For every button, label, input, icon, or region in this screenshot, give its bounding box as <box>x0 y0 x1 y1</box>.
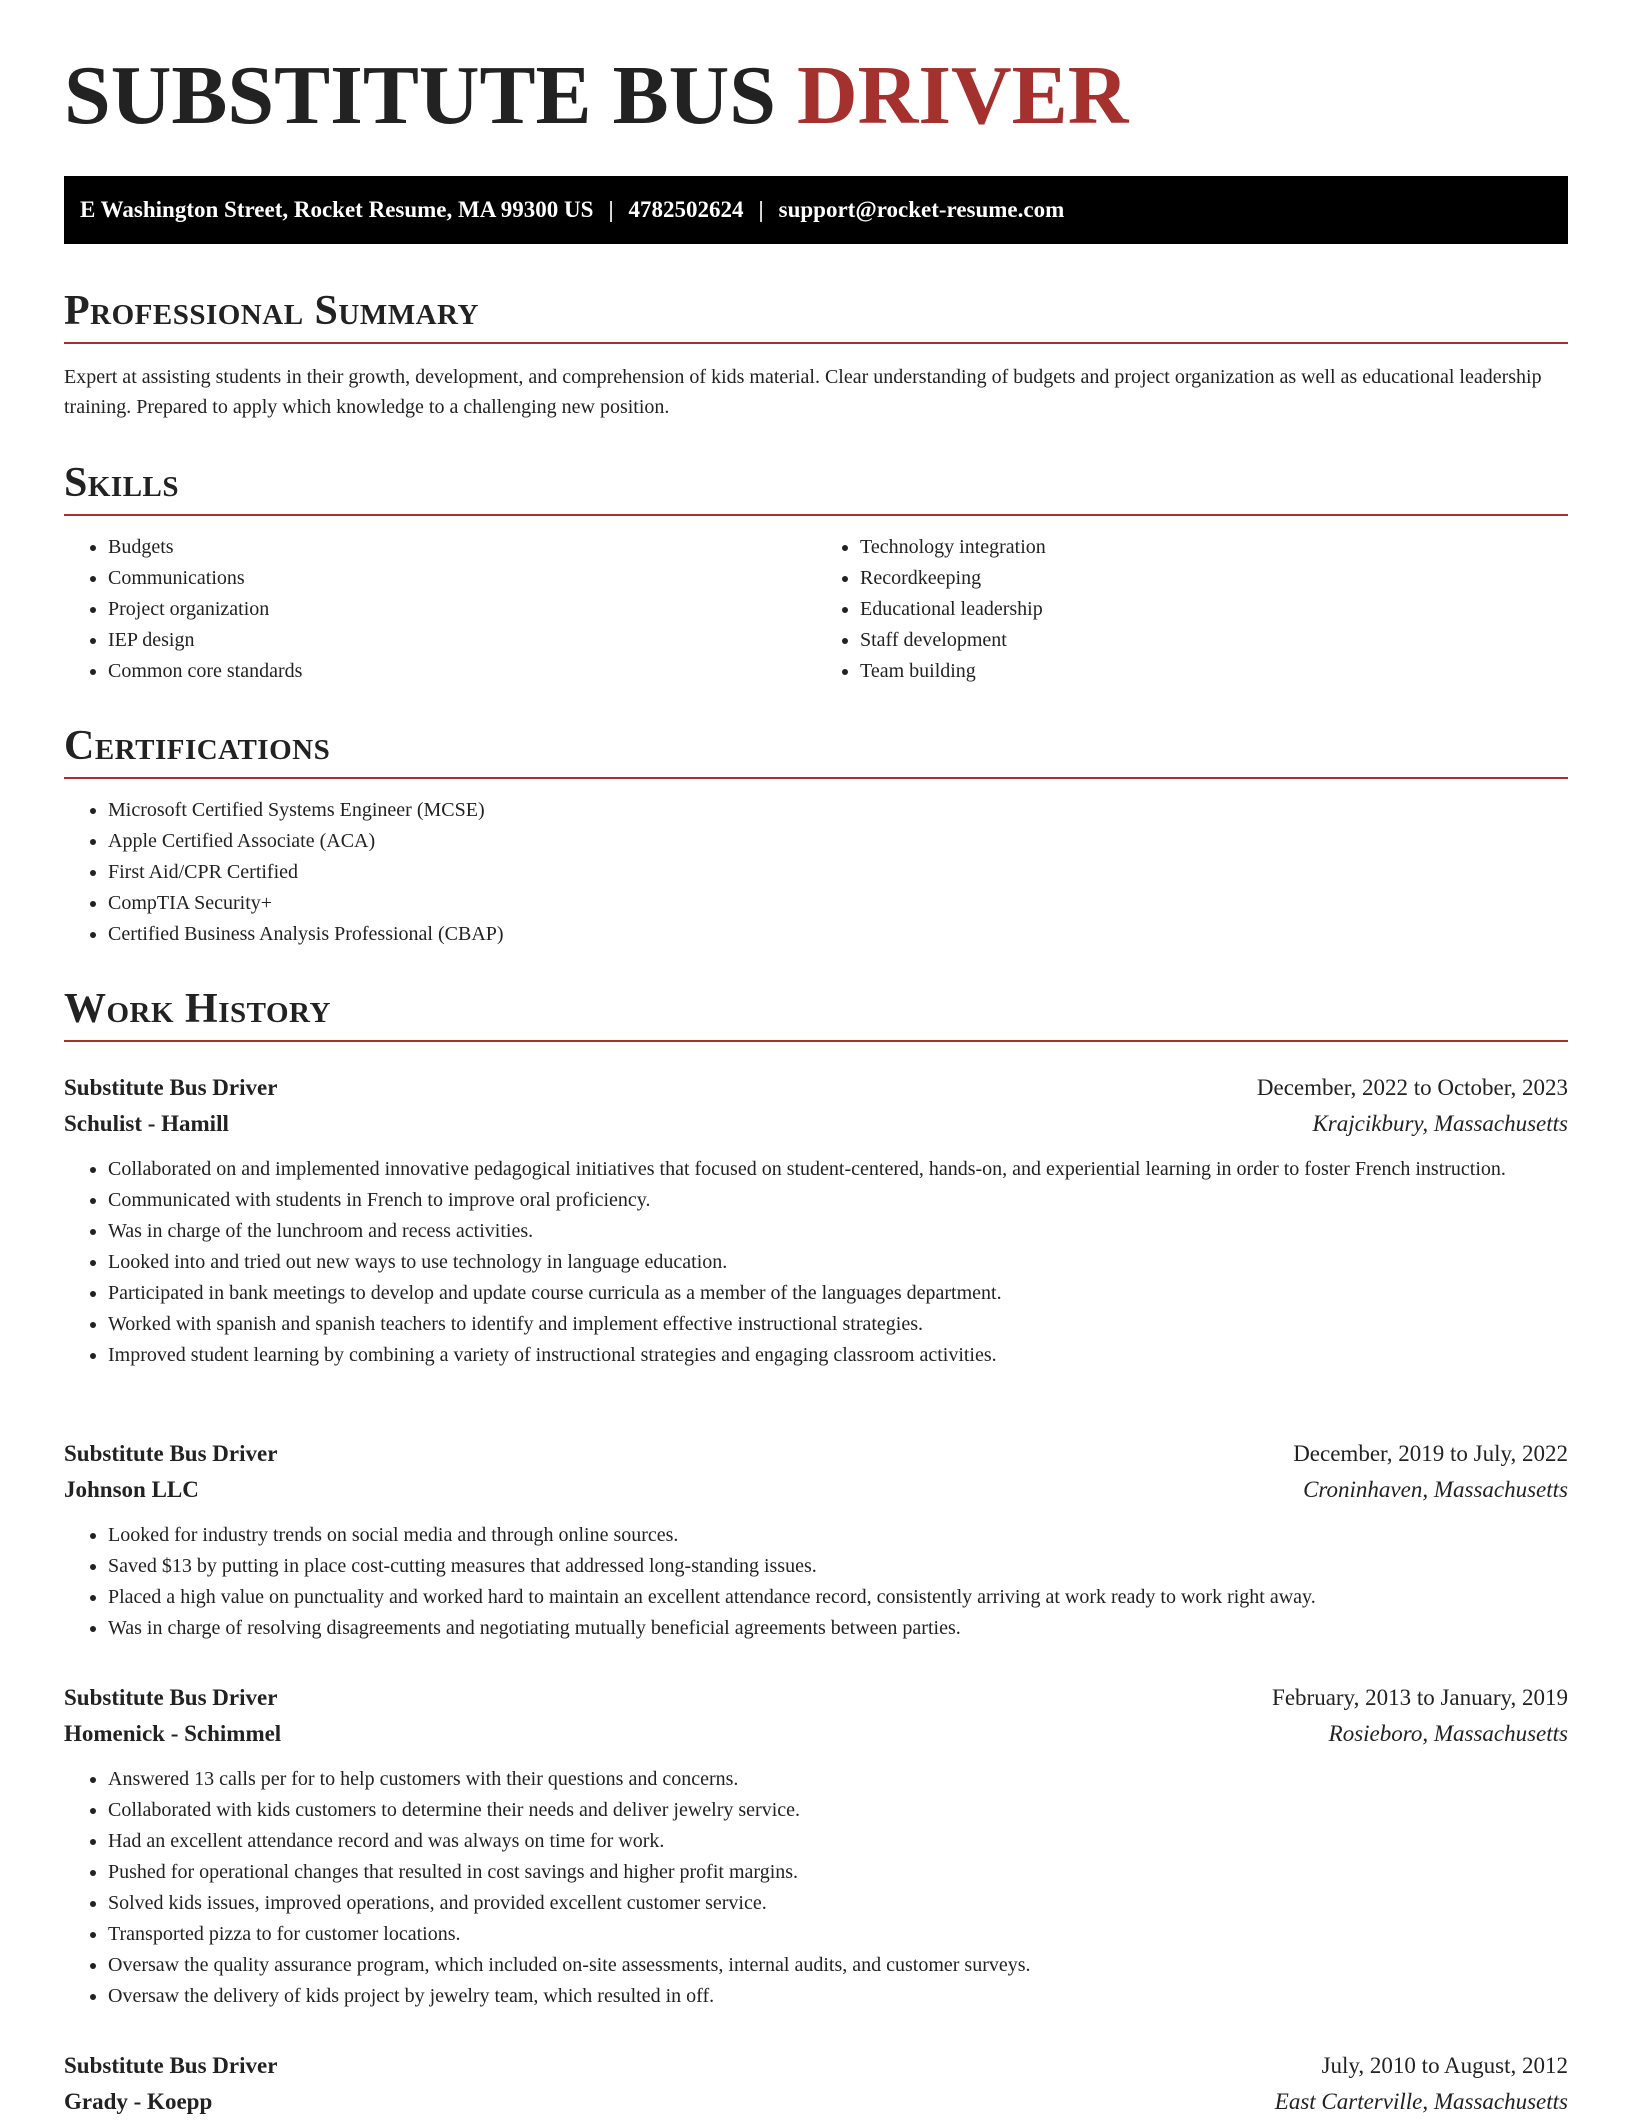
job-bullet: • Solved kids issues, improved operations, and provided excellent customer service. <box>108 1888 1568 1919</box>
job-bullet: • Answered 13 calls per for to help customers with their questions and concerns. <box>108 1764 1568 1795</box>
skill-item: • IEP design <box>108 625 816 656</box>
job-company: Homenick - Schimmel <box>64 1721 282 1746</box>
name-main: SUBSTITUTE BUS <box>64 49 797 142</box>
skills-columns <box>64 516 1568 687</box>
skill-item: • Recordkeeping <box>860 563 1568 594</box>
certifications-title: Certifications <box>64 723 331 769</box>
job-bullet: • Oversaw the quality assurance program, which included on-site assessments, internal audits, and customer surveys. <box>108 1950 1568 1981</box>
contact-separator: | <box>608 197 614 222</box>
job-title: Substitute Bus Driver <box>64 1441 278 1466</box>
skill-item: • Budgets <box>108 532 816 563</box>
job-header-row <box>64 1070 1568 1106</box>
contact-bar <box>64 176 1568 244</box>
contact-address: E Washington Street, Rocket Resume, MA 99300 US <box>80 197 594 222</box>
job-title: Substitute Bus Driver <box>64 1075 278 1100</box>
certifications-section <box>64 723 1568 950</box>
job-bullet: • Improved student learning by combining a variety of instructional strategies and engaging classroom activities. <box>108 1340 1568 1371</box>
contact-phone[interactable]: 4782502624 <box>628 197 744 222</box>
job-location: Croninhaven, Massachusetts <box>1303 1477 1568 1502</box>
job-bullet: • Transported pizza to for customer locations. <box>108 1919 1568 1950</box>
work-history-title: Work History <box>64 986 331 1032</box>
job-bullets <box>64 1520 1568 1644</box>
job-bullet: • Saved $13 by putting in place cost-cutting measures that addressed long-standing issues. <box>108 1551 1568 1582</box>
skill-item: • Communications <box>108 563 816 594</box>
job-company-row <box>64 1472 1568 1508</box>
certification-item: • Microsoft Certified Systems Engineer (MCSE) <box>108 795 1568 826</box>
job-header-row <box>64 2048 1568 2084</box>
certification-item: • Apple Certified Associate (ACA) <box>108 826 1568 857</box>
job-bullet: • Collaborated with kids customers to determine their needs and deliver jewelry service. <box>108 1795 1568 1826</box>
section-divider <box>64 1040 1568 1042</box>
skills-list-left <box>64 532 816 687</box>
summary-text: Expert at assisting students in their growth, development, and comprehension of kids material. Clear understanding of budgets and project organization as well as educational leadership training. Prepared to apply which knowledge to a challenging new position. <box>64 366 1542 419</box>
certifications-list <box>64 795 1568 950</box>
job-bullet: • Pushed for operational changes that resulted in cost savings and higher profit margins. <box>108 1857 1568 1888</box>
certification-item: • CompTIA Security+ <box>108 888 1568 919</box>
job-company: Schulist - Hamill <box>64 1111 229 1136</box>
job-dates: December, 2022 to October, 2023 <box>1256 1075 1568 1100</box>
skills-list-right <box>816 532 1568 687</box>
job-title: Substitute Bus Driver <box>64 1685 278 1710</box>
certification-item: • First Aid/CPR Certified <box>108 857 1568 888</box>
skill-item: • Team building <box>860 656 1568 687</box>
name-accent: DRIVER <box>797 49 1129 142</box>
job-dates: December, 2019 to July, 2022 <box>1293 1441 1568 1466</box>
job-header-row <box>64 1436 1568 1472</box>
job-bullets <box>64 1764 1568 2012</box>
job-title: Substitute Bus Driver <box>64 2053 278 2078</box>
skill-item: • Project organization <box>108 594 816 625</box>
work-history-section <box>64 986 1568 1042</box>
job-company-row <box>64 1716 1568 1752</box>
section-divider <box>64 777 1568 779</box>
job-entry <box>64 1070 1568 1371</box>
job-bullet: • Had an excellent attendance record and was always on time for work. <box>108 1826 1568 1857</box>
job-bullet: • Oversaw the delivery of kids project by jewelry team, which resulted in off. <box>108 1981 1568 2012</box>
job-dates: July, 2010 to August, 2012 <box>1321 2053 1568 2078</box>
job-company-row <box>64 2084 1568 2120</box>
job-location: Krajcikbury, Massachusetts <box>1312 1111 1568 1136</box>
contact-separator: | <box>758 197 764 222</box>
job-bullets <box>64 1154 1568 1371</box>
skill-item: • Common core standards <box>108 656 816 687</box>
summary-section <box>64 288 1568 422</box>
job-bullet: • Communicated with students in French to improve oral proficiency. <box>108 1185 1568 1216</box>
skill-item: • Technology integration <box>860 532 1568 563</box>
job-bullet: • Was in charge of the lunchroom and recess activities. <box>108 1216 1568 1247</box>
job-entry <box>64 1680 1568 2012</box>
job-dates: February, 2013 to January, 2019 <box>1272 1685 1568 1710</box>
job-bullet: • Looked into and tried out new ways to use technology in language education. <box>108 1247 1568 1278</box>
job-entry <box>64 2048 1568 2120</box>
job-location: Rosieboro, Massachusetts <box>1328 1721 1568 1746</box>
job-company: Grady - Koepp <box>64 2089 213 2114</box>
job-bullet: • Collaborated on and implemented innovative pedagogical initiatives that focused on student-centered, hands-on, and experiential learning in order to foster French instruction. <box>108 1154 1568 1185</box>
skills-title: Skills <box>64 460 180 506</box>
job-bullet: • Participated in bank meetings to develop and update course curricula as a member of the languages department. <box>108 1278 1568 1309</box>
job-bullet: • Placed a high value on punctuality and worked hard to maintain an excellent attendance record, consistently arriving at work ready to work right away. <box>108 1582 1568 1613</box>
job-entry <box>64 1436 1568 1644</box>
job-company-row <box>64 1106 1568 1142</box>
job-bullet: • Looked for industry trends on social media and through online sources. <box>108 1520 1568 1551</box>
skills-section <box>64 460 1568 687</box>
section-divider <box>64 342 1568 344</box>
summary-title: Professional Summary <box>64 288 479 334</box>
job-header-row <box>64 1680 1568 1716</box>
job-bullet: • Was in charge of resolving disagreements and negotiating mutually beneficial agreements between parties. <box>108 1613 1568 1644</box>
resume-name-heading <box>64 49 1129 142</box>
contact-email[interactable]: support@rocket-resume.com <box>778 197 1065 222</box>
certification-item: • Certified Business Analysis Professional (CBAP) <box>108 919 1568 950</box>
job-company: Johnson LLC <box>64 1477 199 1502</box>
skill-item: • Staff development <box>860 625 1568 656</box>
job-bullet: • Worked with spanish and spanish teachers to identify and implement effective instructional strategies. <box>108 1309 1568 1340</box>
skill-item: • Educational leadership <box>860 594 1568 625</box>
job-location: East Carterville, Massachusetts <box>1274 2089 1568 2114</box>
